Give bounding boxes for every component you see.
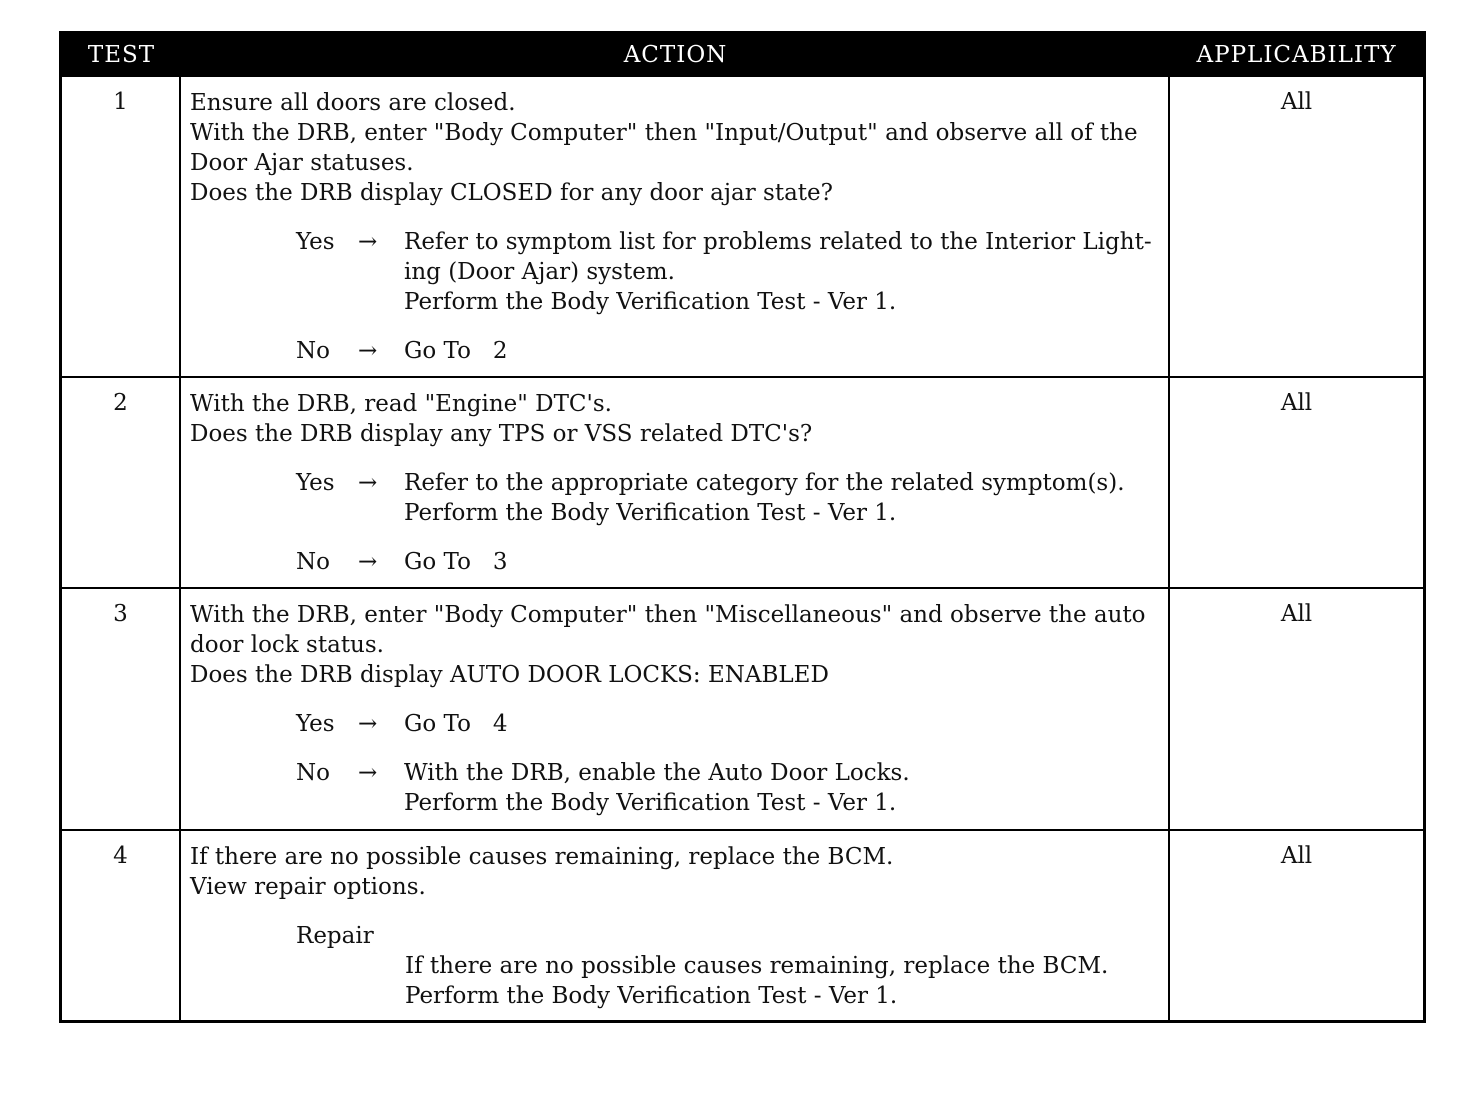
action-line: door lock status. xyxy=(190,632,384,658)
branch-line: Perform the Body Verification Test - Ver 1. xyxy=(404,289,897,315)
arrow-right-icon: → xyxy=(358,711,378,737)
arrow-right-icon: → xyxy=(358,470,378,496)
no-branch xyxy=(190,758,1162,818)
yes-label: Yes xyxy=(296,711,335,737)
action-cell xyxy=(181,77,1170,376)
applicability-value: All xyxy=(1280,390,1313,416)
test-number: 3 xyxy=(62,589,181,829)
applicability-value: All xyxy=(1280,843,1313,869)
goto-link: Go To 3 xyxy=(404,549,508,575)
branch-line: ing (Door Ajar) system. xyxy=(404,259,675,285)
no-branch xyxy=(190,547,1162,577)
yes-branch xyxy=(190,709,1162,739)
table-row xyxy=(62,376,1423,587)
header-applicability: APPLICABILITY xyxy=(1196,41,1397,68)
action-line: With the DRB, enter "Body Computer" then "Miscellaneous" and observe the auto xyxy=(190,602,1146,628)
yes-branch xyxy=(190,468,1162,528)
branch-line: Perform the Body Verification Test - Ver 1. xyxy=(404,500,897,526)
header-test: TEST xyxy=(87,41,156,68)
goto-link: Go To 4 xyxy=(404,711,508,737)
arrow-right-icon: → xyxy=(358,338,378,364)
applicability-value: All xyxy=(1280,89,1313,115)
branch-line: With the DRB, enable the Auto Door Locks. xyxy=(404,760,910,786)
action-line: Door Ajar statuses. xyxy=(190,150,414,176)
table-row xyxy=(62,587,1423,829)
no-label: No xyxy=(296,549,330,575)
action-cell xyxy=(181,831,1170,1020)
table-header xyxy=(62,34,1423,75)
repair-line: If there are no possible causes remaining, replace the BCM. xyxy=(405,953,1109,979)
yes-label: Yes xyxy=(296,470,335,496)
branch-line: Perform the Body Verification Test - Ver 1. xyxy=(404,790,897,816)
action-line: With the DRB, read "Engine" DTC's. xyxy=(190,391,612,417)
no-label: No xyxy=(296,338,330,364)
branch-line: Refer to symptom list for problems related to the Interior Light- xyxy=(404,229,1152,255)
yes-label: Yes xyxy=(296,229,335,255)
action-line: Does the DRB display CLOSED for any door ajar state? xyxy=(190,180,833,206)
arrow-right-icon: → xyxy=(358,760,378,786)
arrow-right-icon: → xyxy=(358,229,378,255)
diagnostic-test-table xyxy=(59,31,1426,1023)
test-number: 4 xyxy=(62,831,181,1020)
action-line: Does the DRB display any TPS or VSS related DTC's? xyxy=(190,421,813,447)
action-cell xyxy=(181,589,1170,829)
branch-line: Refer to the appropriate category for the related symptom(s). xyxy=(404,470,1125,496)
no-label: No xyxy=(296,760,330,786)
table-row xyxy=(62,829,1423,1020)
test-number: 1 xyxy=(62,77,181,376)
repair-label: Repair xyxy=(296,923,374,949)
action-line: With the DRB, enter "Body Computer" then "Input/Output" and observe all of the xyxy=(190,120,1138,146)
arrow-right-icon: → xyxy=(358,549,378,575)
action-line: Does the DRB display AUTO DOOR LOCKS: ENABLED xyxy=(190,662,829,688)
action-line: View repair options. xyxy=(190,874,426,900)
goto-link: Go To 2 xyxy=(404,338,508,364)
yes-branch xyxy=(190,227,1162,317)
action-line: Ensure all doors are closed. xyxy=(190,90,516,116)
repair-line: Perform the Body Verification Test - Ver 1. xyxy=(405,983,898,1009)
applicability-value: All xyxy=(1280,601,1313,627)
action-cell xyxy=(181,378,1170,587)
action-line: If there are no possible causes remaining, replace the BCM. xyxy=(190,844,894,870)
no-branch xyxy=(190,336,1162,366)
table-row xyxy=(62,75,1423,376)
test-number: 2 xyxy=(62,378,181,587)
header-action: ACTION xyxy=(623,41,728,68)
